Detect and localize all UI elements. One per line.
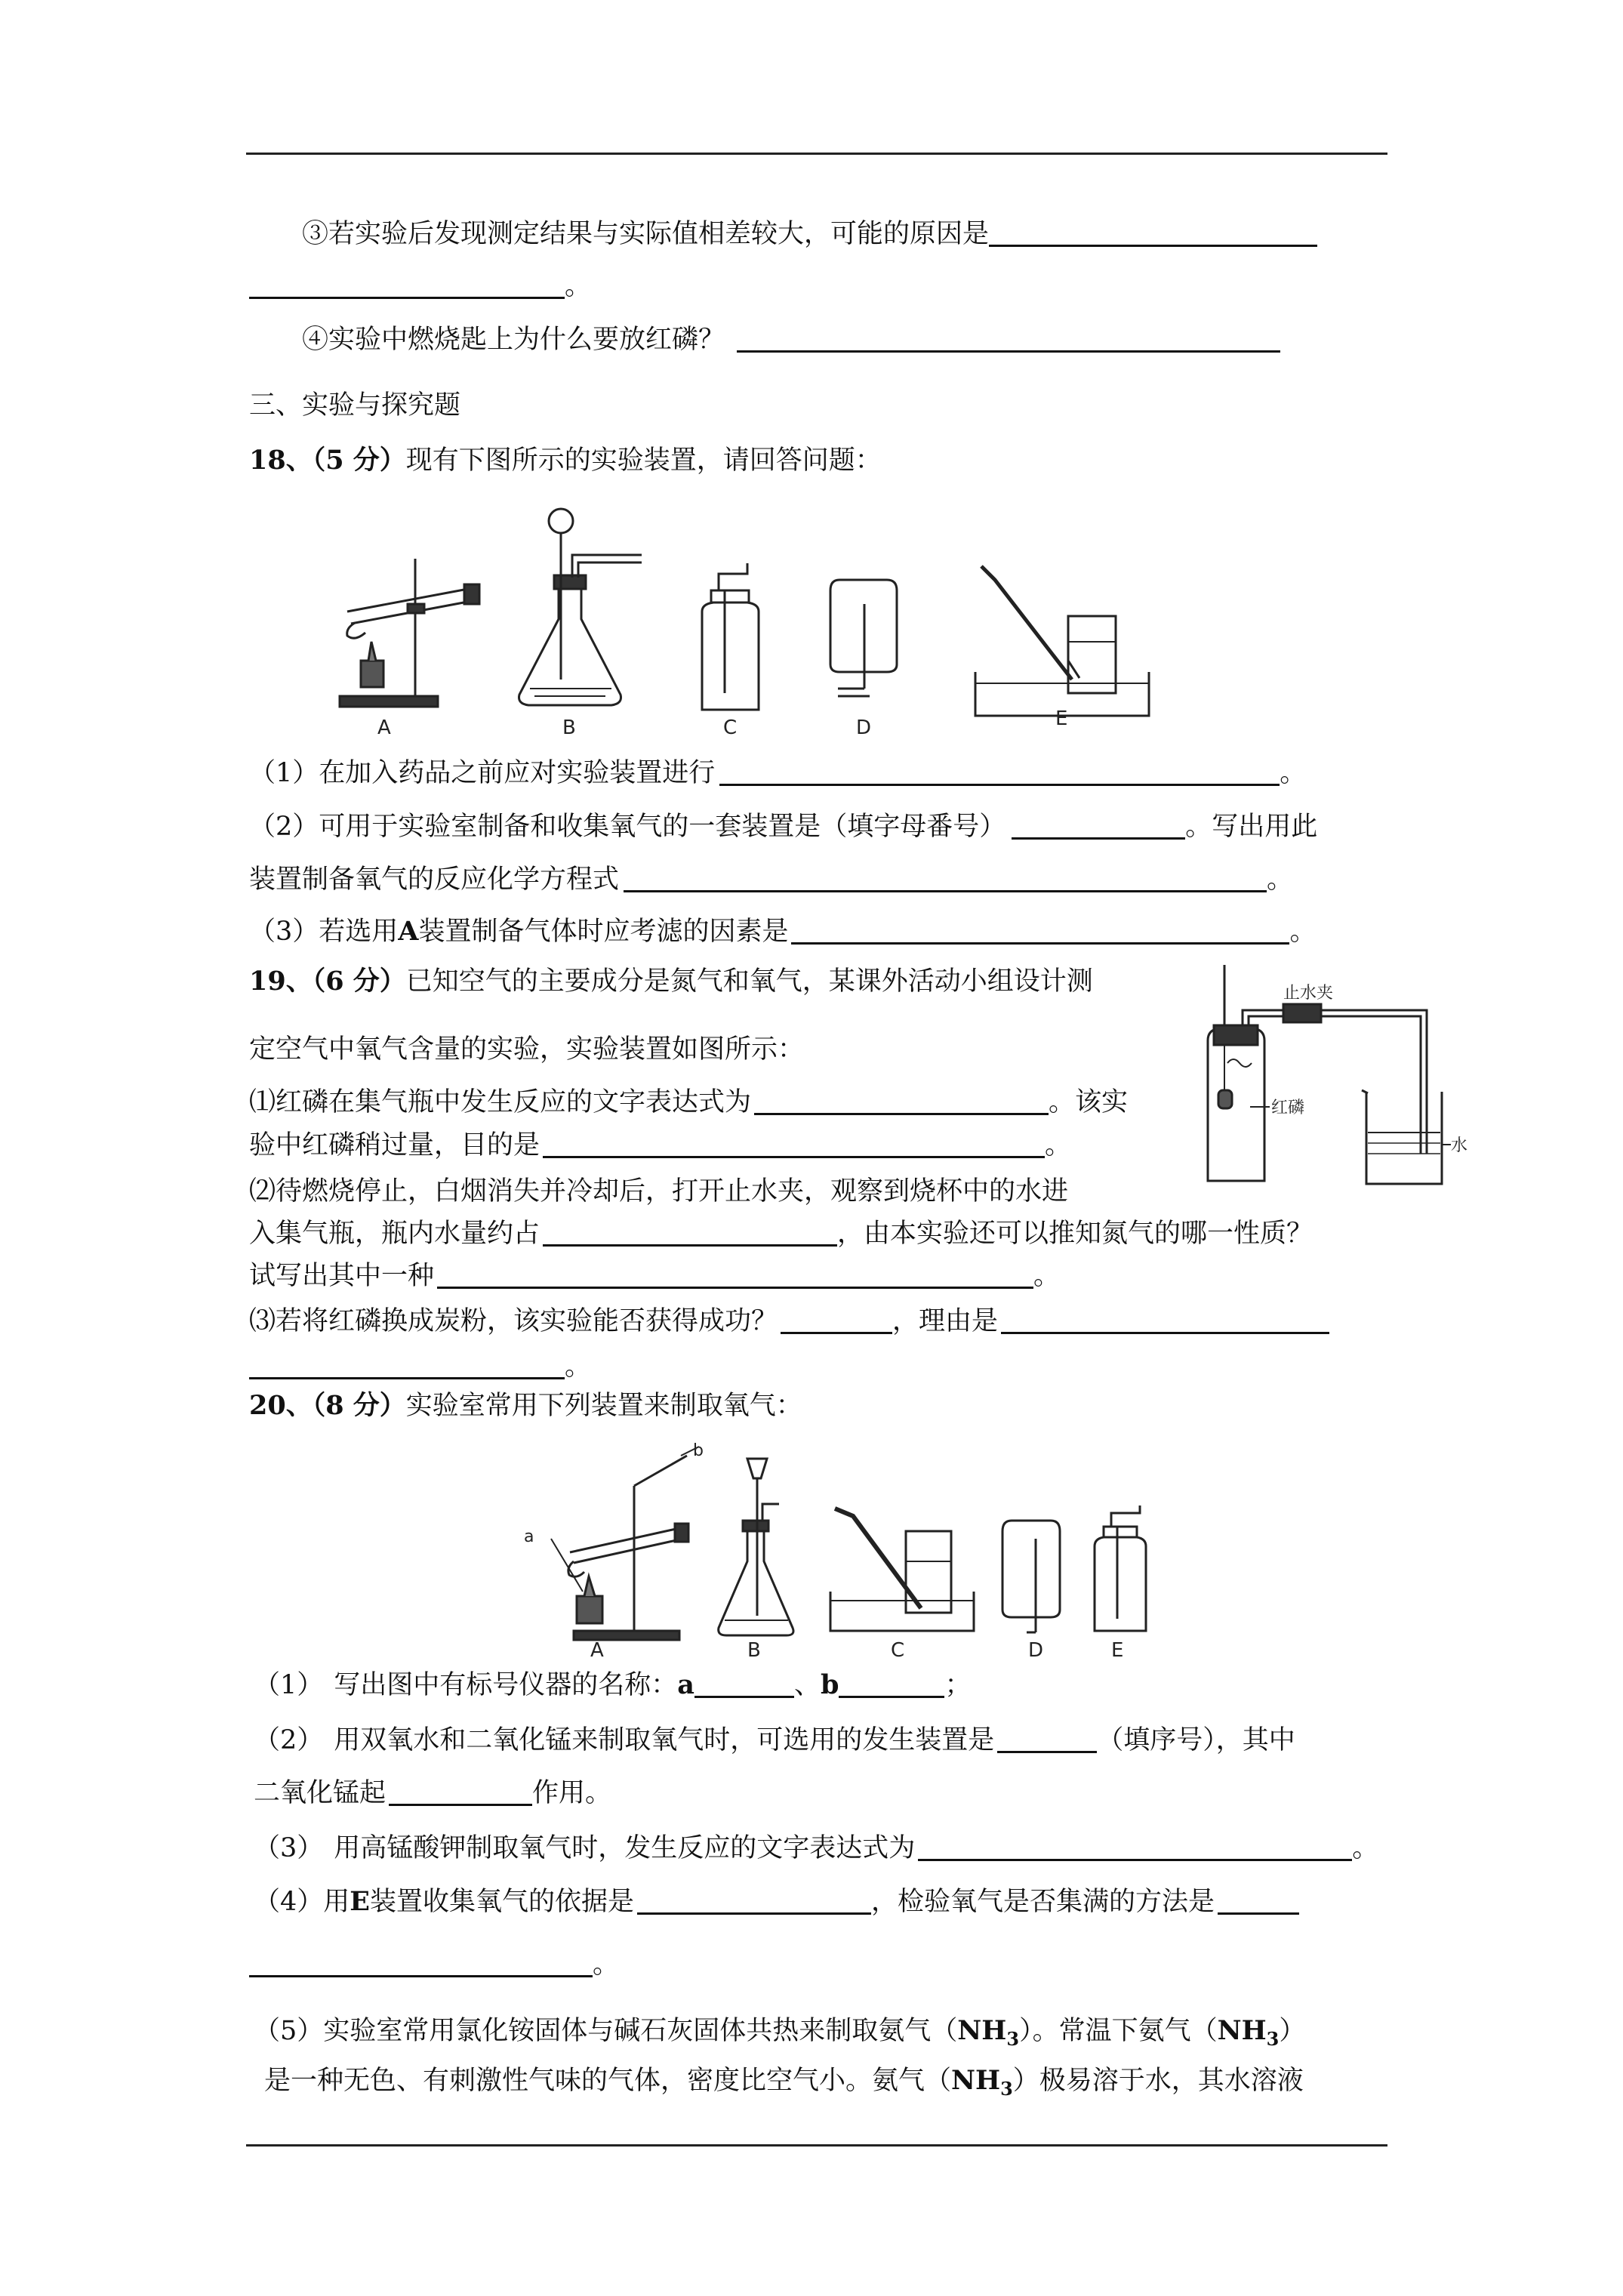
q20-part5-cont: 是一种无色、有刺激性气味的气体，密度比空气小。氨气$(NH_3)$极易溶于水，其水溶液 <box>264 2065 1304 2100</box>
q19-number: 19、（6 分） <box>249 966 406 997</box>
q18-part1: （1）在加入药品之前应对实验装置进行 。 <box>249 758 1307 788</box>
q19-part3-blank-1[interactable] <box>781 1306 892 1334</box>
q19-part3-cont: 。 <box>249 1350 591 1383</box>
q20-apparatus-d <box>1002 1521 1060 1632</box>
q19-part1-blank-1[interactable] <box>754 1087 1049 1115</box>
q20-marker-a: a <box>524 1527 534 1546</box>
q19-part3-blank-3[interactable] <box>249 1351 565 1379</box>
q18-apparatus-d <box>830 580 897 696</box>
q20-label-d: D <box>1028 1639 1044 1662</box>
q17-item4-blank[interactable] <box>737 325 1280 353</box>
q20-part4-blank-1[interactable] <box>637 1887 871 1915</box>
q19-stem-2: 定空气中氧气含量的实验，实验装置如图所示： <box>249 1034 805 1065</box>
q20-part3-blank[interactable] <box>918 1833 1352 1861</box>
q20-part1-blank-b[interactable] <box>839 1670 944 1698</box>
q20-number: 20、（8 分） <box>249 1390 406 1421</box>
q20-label-e: E <box>1111 1639 1124 1662</box>
q20-apparatus-b <box>681 1447 793 1635</box>
q18-label-d: D <box>856 717 872 739</box>
q18-apparatus-e <box>975 566 1149 716</box>
q17-item4 <box>302 323 1280 356</box>
q19-part2-cont2: 试写出其中一种 。 <box>249 1261 1061 1291</box>
q20-part4-cont: 。 <box>249 1948 619 1981</box>
q20-apparatus-c <box>830 1509 974 1631</box>
q20-part2-blank-1[interactable] <box>997 1725 1097 1753</box>
q19-part3-blank-2[interactable] <box>1001 1306 1329 1334</box>
q20-part4: （4）用E装置收集氧气的依据是 ，检验氧气是否集满的方法是 <box>254 1885 1299 1918</box>
q20-apparatus-a <box>551 1456 688 1640</box>
q19-part1: ⑴红磷在集气瓶中发生反应的文字表达式为 。该实 <box>249 1087 1129 1117</box>
q19-stem-1: 19、（6 分）已知空气的主要成分是氮气和氧气，某课外活动小组设计测 <box>249 966 1093 997</box>
q18-apparatus-b <box>519 509 642 705</box>
q18-part2-blank-2[interactable] <box>624 864 1267 892</box>
q20-marker-b: b <box>693 1441 704 1460</box>
q18-part3-blank[interactable] <box>791 917 1289 945</box>
q18-label-c: C <box>723 717 738 739</box>
q18-part2-blank-1[interactable] <box>1012 812 1185 840</box>
q20-label-b: B <box>747 1639 761 1662</box>
q18-stem: 18、（5 分）现有下图所示的实验装置，请回答问题： <box>249 445 882 476</box>
q17-item3-cont: 。 <box>249 270 591 303</box>
q20-part1: （1） 写出图中有标号仪器的名称：a 、b ； <box>254 1669 972 1700</box>
q18-apparatus-c <box>702 563 759 710</box>
q18-number: 18、（5 分） <box>249 445 406 476</box>
q20-part2-blank-2[interactable] <box>389 1778 532 1806</box>
q20-part4-blank-2[interactable] <box>1218 1887 1299 1915</box>
q19-part2: ⑵待燃烧停止，白烟消失并冷却后，打开止水夹，观察到烧杯中的水进 <box>249 1176 1069 1207</box>
q17-item3-blank-2[interactable] <box>249 271 565 299</box>
q17-item4-text: ④实验中燃烧匙上为什么要放红磷？ <box>302 325 725 355</box>
q17-item3-blank-1[interactable] <box>989 219 1317 247</box>
q20-part4-blank-3[interactable] <box>249 1949 593 1977</box>
q20-part2: （2） 用双氧水和二氧化锰来制取氧气时，可选用的发生装置是 （填序号），其中 <box>254 1725 1295 1755</box>
q17-item3 <box>302 217 1317 251</box>
q19-part2-cont: 入集气瓶，瓶内水量约占 ，由本实验还可以推知氮气的哪一性质？ <box>249 1219 1313 1249</box>
q18-apparatus-figure <box>325 491 1200 740</box>
q18-part2-cont: 装置制备氧气的反应化学方程式 。 <box>249 864 1294 895</box>
q19-apparatus-figure <box>1178 957 1468 1199</box>
q19-label-phosphorus: 红磷 <box>1271 1099 1305 1117</box>
q19-label-water: 水 <box>1451 1136 1468 1155</box>
q20-apparatus-e <box>1095 1505 1146 1631</box>
q20-part1-blank-a[interactable] <box>694 1670 794 1698</box>
q20-apparatus-figure <box>498 1441 1163 1660</box>
header-rule <box>246 153 1387 155</box>
section3-title: 三、实验与探究题 <box>249 390 461 421</box>
q18-part2: （2）可用于实验室制备和收集氧气的一套装置是（填字母番号） 。写出用此 <box>249 812 1318 842</box>
q18-label-e: E <box>1055 707 1068 730</box>
q19-label-clamp: 止水夹 <box>1283 984 1334 1003</box>
q20-part5: （5）实验室常用氯化铵固体与碱石灰固体共热来制取氨气$(NH_3)$。常温下氨气$(NH_3)$ <box>254 2015 1306 2050</box>
q18-label-b: B <box>562 717 576 739</box>
q18-part1-blank[interactable] <box>719 758 1280 786</box>
q19-part2-blank-1[interactable] <box>543 1219 837 1247</box>
q19-part1-cont: 验中红磷稍过量，目的是 。 <box>249 1130 1072 1160</box>
q18-part3: （3）若选用A装置制备气体时应考滤的因素是 。 <box>249 916 1317 947</box>
q19-part1-blank-2[interactable] <box>543 1130 1045 1158</box>
q17-item3-text: ③若实验后发现测定结果与实际值相差较大，可能的原因是 <box>302 219 990 249</box>
q18-label-a: A <box>377 717 391 739</box>
q20-stem: 20、（8 分）实验室常用下列装置来制取氧气： <box>249 1390 802 1421</box>
q19-part3: ⑶若将红磷换成炭粉，该实验能否获得成功？ ，理由是 <box>249 1305 1329 1338</box>
q20-part2-cont: 二氧化锰起 作用。 <box>254 1778 612 1808</box>
footer-rule <box>246 2144 1387 2147</box>
q20-label-a: A <box>590 1639 604 1662</box>
q20-part3: （3） 用高锰酸钾制取氧气时，发生反应的文字表达式为 。 <box>254 1833 1379 1863</box>
q19-part2-blank-2[interactable] <box>437 1261 1033 1289</box>
q20-label-c: C <box>891 1639 905 1662</box>
q18-apparatus-a <box>340 559 479 707</box>
